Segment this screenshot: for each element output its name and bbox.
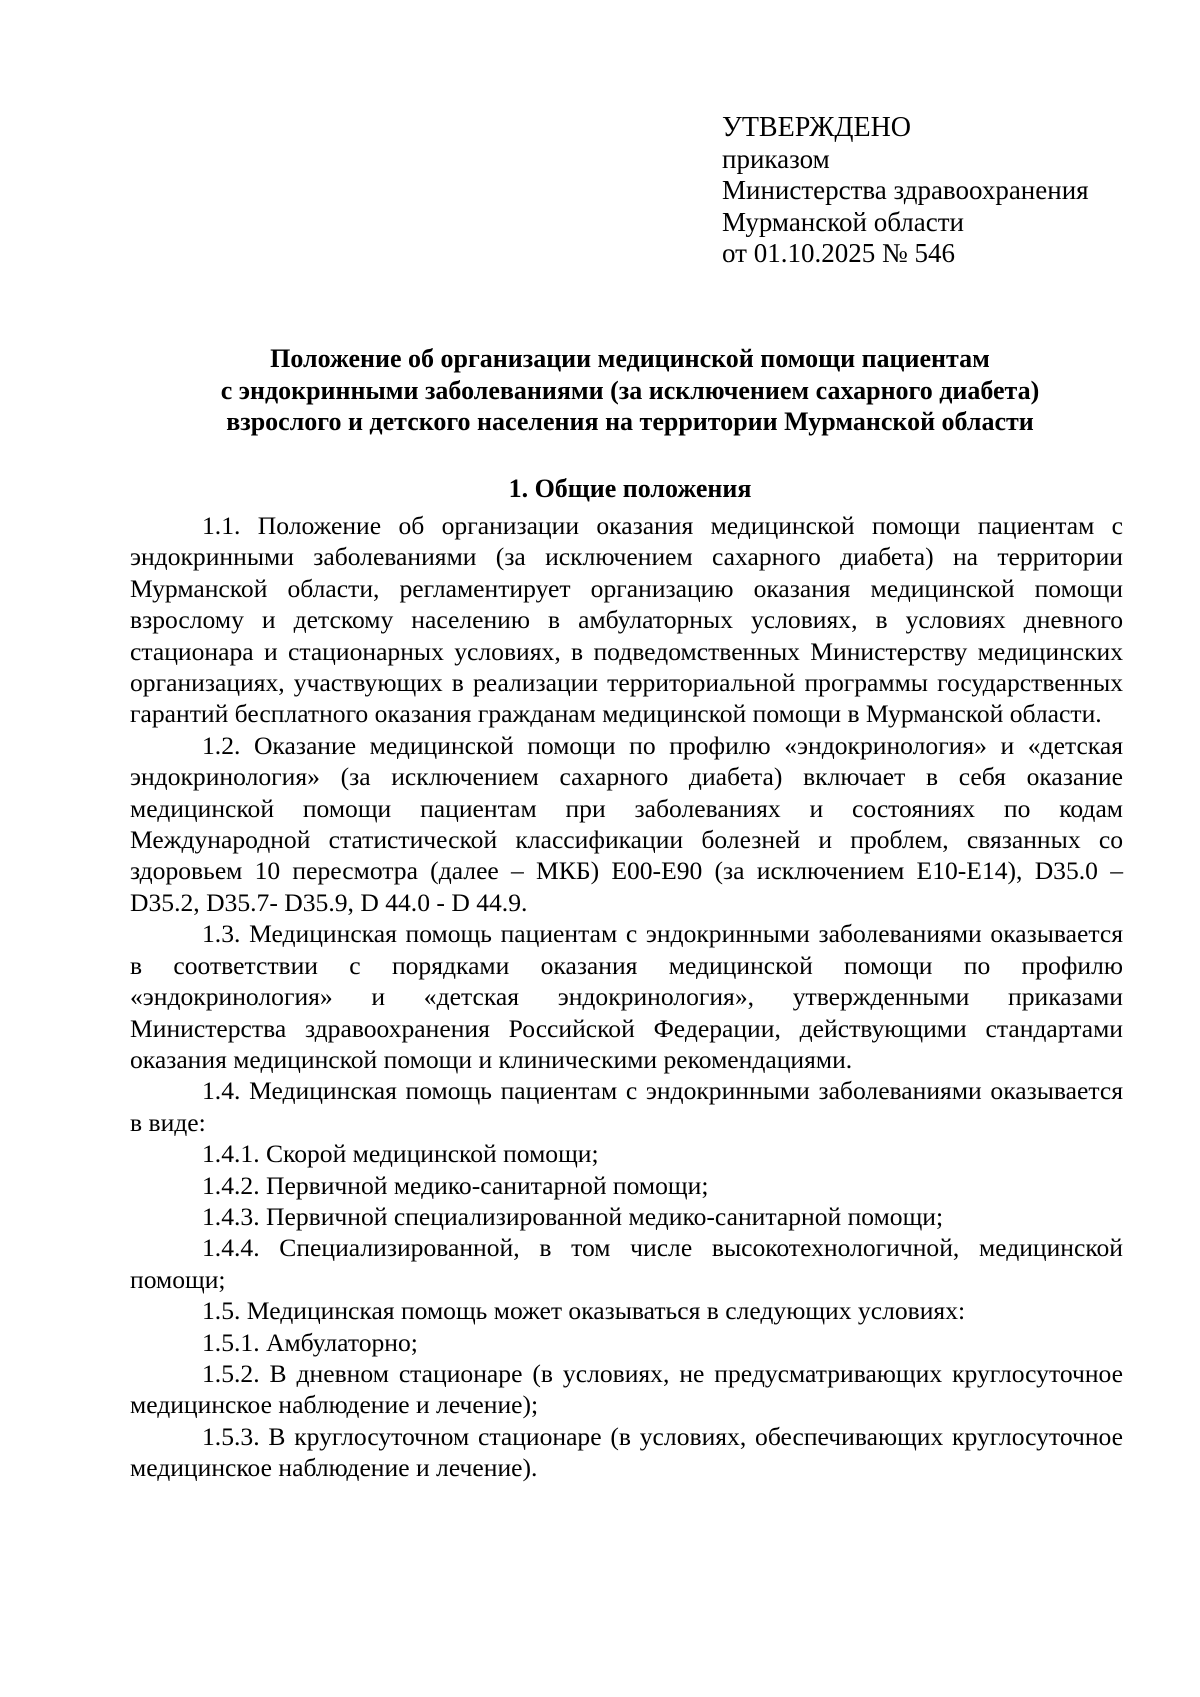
paragraph-1-5-2: 1.5.2. В дневном стационаре (в условиях, не предусматривающих круглосуточное медицинское наблюдение и лечение); xyxy=(130,1358,1123,1420)
document-body xyxy=(130,510,1123,1484)
approval-line-region: Мурманской области xyxy=(722,206,964,237)
document-title-line-2: с эндокринными заболеваниями (за исключением сахарного диабета) xyxy=(220,375,1040,405)
paragraph-1-1: 1.1. Положение об организации оказания медицинской помощи пациентам с эндокринными заболеваниями (за исключением сахарного диабета) на территории Мурманской области, регламентирует организацию оказания медицинской помощи взрослому и детскому населению в амбулаторных условиях, в условиях дневного стационара и стационарных условиях, в подведомственных Министерству медицинских организациях, участвующих в реализации территориальной программы государственных гарантий бесплатного оказания гражданам медицинской помощи в Мурманской области. xyxy=(130,511,1123,729)
paragraph-1-4-1: 1.4.1. Скорой медицинской помощи; xyxy=(202,1139,599,1169)
paragraph-1-5-3: 1.5.3. В круглосуточном стационаре (в условиях, обеспечивающих круглосуточное медицинское наблюдение и лечение). xyxy=(130,1421,1123,1483)
paragraph-1-4-3: 1.4.3. Первичной специализированной медико-санитарной помощи; xyxy=(202,1201,944,1231)
section-heading-general: 1. Общие положения xyxy=(508,474,752,503)
paragraph-1-5-1: 1.5.1. Амбулаторно; xyxy=(202,1327,418,1357)
approval-line-date-number: от 01.10.2025 № 546 xyxy=(722,238,955,268)
document-title xyxy=(130,343,1130,438)
paragraph-1-4-4: 1.4.4. Специализированной, в том числе высокотехнологичной, медицинской помощи; xyxy=(130,1233,1123,1294)
approval-line-order: приказом xyxy=(722,143,830,174)
document-title-line-3: взрослого и детского населения на территории Мурманской области xyxy=(226,407,1034,436)
document-title-line-1: Положение об организации медицинской помощи пациентам xyxy=(270,344,990,373)
paragraph-1-5: 1.5. Медицинская помощь может оказываться в следующих условиях: xyxy=(202,1296,966,1326)
paragraph-1-2: 1.2. Оказание медицинской помощи по профилю «эндокринология» и «детская эндокринология» (за исключением сахарного диабета) включает в себя оказание медицинской помощи пациентам при заболеваниях и состояниях по кодам Международной статистической классификации болезней и проблем, связанных со здоровьем 10 пересмотра (далее – МКБ) E00-E90 (за исключением E10-E14), D35.0 – D35.2, D35.7- D35.9, D 44.0 - D 44.9. xyxy=(130,730,1123,917)
paragraph-1-3: 1.3. Медицинская помощь пациентам с эндокринными заболеваниями оказывается в соответствии с порядками оказания медицинской помощи по профилю «эндокринология» и «детская эндокринология», утвержденными приказами Министерства здравоохранения Российской Федерации, действующими стандартами оказания медицинской помощи и клиническими рекомендациями. xyxy=(130,919,1123,1074)
approval-line-ministry: Министерства здравоохранения xyxy=(722,175,1089,205)
paragraph-1-4: 1.4. Медицинская помощь пациентам с эндокринными заболеваниями оказывается в виде: xyxy=(130,1076,1123,1137)
paragraph-1-4-2: 1.4.2. Первичной медико-санитарной помощи; xyxy=(202,1170,709,1200)
approval-heading: УТВЕРЖДЕНО xyxy=(722,112,912,143)
approval-stamp-block xyxy=(722,112,1089,270)
